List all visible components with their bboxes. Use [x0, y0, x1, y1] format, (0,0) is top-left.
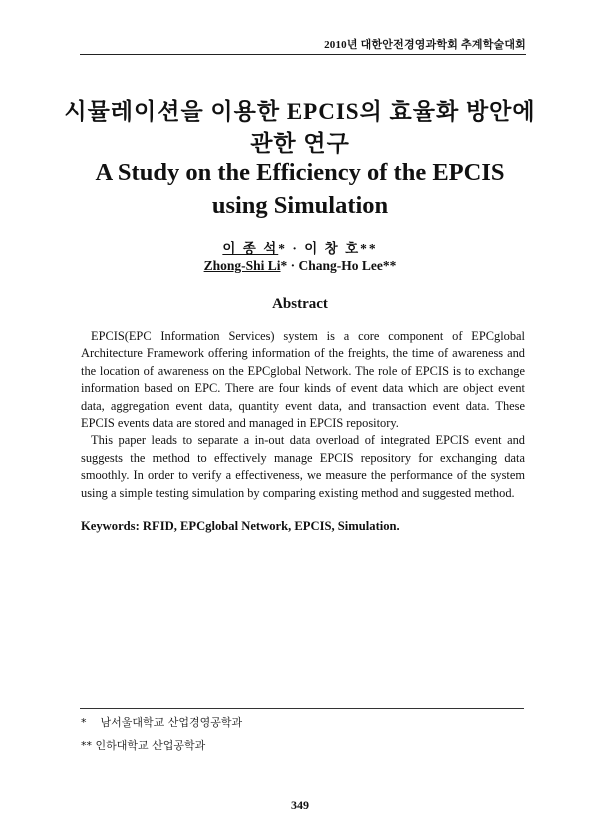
page-number: 349: [291, 798, 309, 812]
author-2-korean-name: 이 창 호: [304, 241, 361, 256]
korean-author-separator: ·: [286, 241, 305, 256]
author-1-korean-name: 이 종 석: [222, 241, 279, 256]
english-authors: [0, 258, 600, 274]
author-2-english-name: Chang-Ho Lee: [298, 258, 383, 273]
footnote-2: [81, 737, 205, 753]
abstract-paragraph-1: EPCIS(EPC Information Services) system is a core component of EPCglobal Architecture Framework offering information of the freights, the time of awareness and the location of awareness on the EPCglobal Network. The role of EPCIS is to exchange information based on EPC. There are four kinds of event data which are object event data, aggregation event data, quantity event data, and transaction event data. These EPCIS events data are stored and managed in EPCIS repository.: [81, 329, 525, 431]
running-header: 2010년 대한안전경영과학회 추계학술대회: [324, 39, 526, 51]
abstract-body: [81, 328, 525, 502]
abstract-paragraph-2: This paper leads to separate a in-out data overload of integrated EPCIS event and suggests the method to effectively manage EPCIS repository for exchanging data smoothly. In order to verify a effectiveness, we measure the performance of the system using a simple testing simulation by comparing existing method and suggested method.: [81, 433, 525, 500]
author-1-korean-mark: *: [278, 241, 287, 256]
author-1-english-name: Zhong-Shi Li: [203, 258, 281, 273]
author-2-english-mark: **: [382, 258, 397, 273]
keywords: Keywords: RFID, EPCglobal Network, EPCIS, Simulation.: [81, 519, 400, 533]
footnote-2-text: 인하대학교 산업공학과: [95, 739, 206, 752]
english-title-line-1: A Study on the Efficiency of the EPCIS: [95, 159, 505, 186]
author-1-english-mark: *: [280, 258, 288, 273]
english-author-separator: ·: [287, 258, 299, 273]
footnote-rule: [80, 708, 524, 709]
abstract-heading: Abstract: [272, 296, 328, 312]
footnote-2-mark: **: [81, 739, 92, 752]
footnote-1-text: 남서울대학교 산업경영공학과: [100, 716, 243, 729]
korean-title-line-1: 시뮬레이션을 이용한 EPCIS의 효율화 방안에: [64, 99, 536, 124]
korean-authors: [0, 237, 600, 257]
english-title-line-2: using Simulation: [211, 192, 389, 219]
header-rule: [80, 54, 526, 55]
author-2-korean-mark: **: [360, 241, 378, 256]
footnote-1-mark: *: [81, 716, 87, 729]
korean-title-line-2: 관한 연구: [250, 131, 350, 156]
footnote-1: [81, 714, 242, 730]
